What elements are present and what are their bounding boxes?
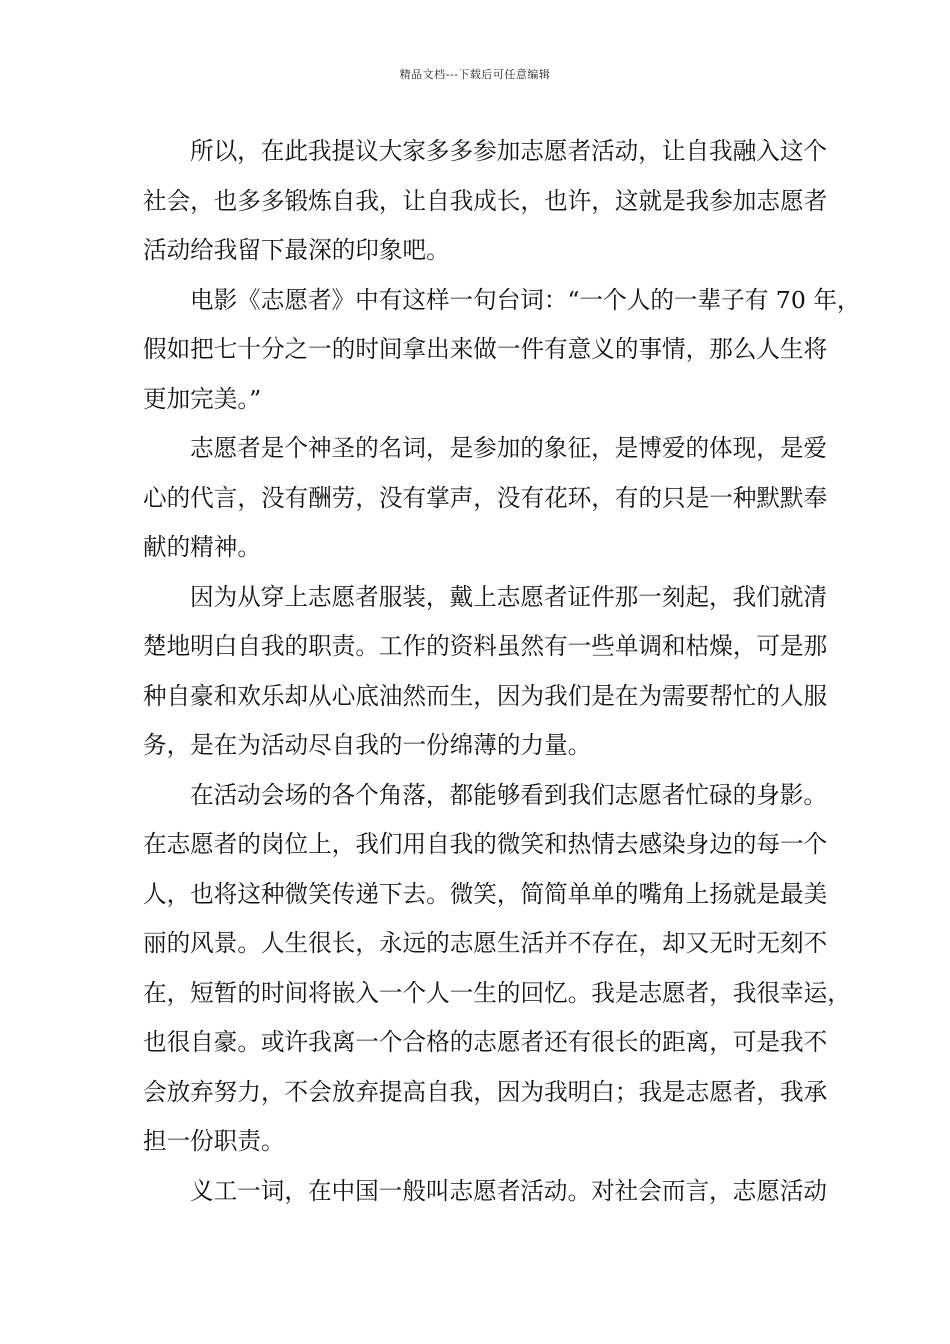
text-line: 电影《志愿者》中有这样一句台词：“一个人的一辈子有 70 年， (190, 285, 861, 314)
text-line: 在活动会场的各个角落，都能够看到我们志愿者忙碌的身影。 (190, 780, 828, 809)
paragraph-2 (143, 276, 861, 425)
text-line: 更加完美。” (143, 384, 262, 413)
text-line: 务，是在为活动尽自我的一份绵薄的力量。 (143, 731, 592, 759)
text-line: 志愿者是个神圣的名词，是参加的象征，是博爱的体现，是爱 (190, 434, 828, 462)
paragraph-3 (143, 424, 828, 573)
text-line: 献的精神。 (143, 533, 261, 561)
text-line: 所以，在此我提议大家多多参加志愿者活动，让自我融入这个 (190, 137, 828, 165)
text-line: 种自豪和欢乐却从心底油然而生，因为我们是在为需要帮忙的人服 (143, 681, 828, 710)
text-line: 在志愿者的岗位上，我们用自我的微笑和热情去感染身边的每一个 (143, 830, 828, 858)
text-line: 假如把七十分之一的时间拿出来做一件有意义的事情，那么人生将 (143, 335, 828, 363)
text-line: 担一份职责。 (143, 1127, 285, 1155)
page-header: 精品文档---下载后可任意编辑 (399, 68, 551, 81)
text-line: 活动给我留下最深的印象吧。 (143, 236, 450, 264)
text-line: 社会，也多多锻炼自我，让自我成长，也许，这就是我参加志愿者 (143, 186, 828, 215)
text-line: 心的代言，没有酬劳，没有掌声，没有花环，有的只是一种默默奉 (143, 483, 828, 512)
text-line: 也很自豪。或许我离一个合格的志愿者还有很长的距离，可是我不 (143, 1028, 828, 1056)
text-line: 在，短暂的时间将嵌入一个人一生的回忆。我是志愿者，我很幸运， (143, 978, 851, 1007)
text-line: 因为从穿上志愿者服装，戴上志愿者证件那一刻起，我们就清 (190, 582, 828, 611)
paragraph-6 (143, 1167, 828, 1217)
text-line: 丽的风景。人生很长，永远的志愿生活并不存在，却又无时无刻不 (143, 929, 828, 957)
text-line: 义工一词，在中国一般叫志愿者活动。对社会而言，志愿活动 (190, 1176, 828, 1205)
document-body (143, 127, 861, 1216)
paragraph-5 (143, 771, 851, 1167)
paragraph-4 (143, 573, 828, 771)
paragraph-1 (143, 127, 828, 276)
text-line: 会放弃努力，不会放弃提高自我，因为我明白；我是志愿者，我承 (143, 1077, 828, 1106)
text-line: 人，也将这种微笑传递下去。微笑，简简单单的嘴角上扬就是最美 (143, 879, 828, 908)
text-line: 楚地明白自我的职责。工作的资料虽然有一些单调和枯燥，可是那 (143, 632, 828, 660)
